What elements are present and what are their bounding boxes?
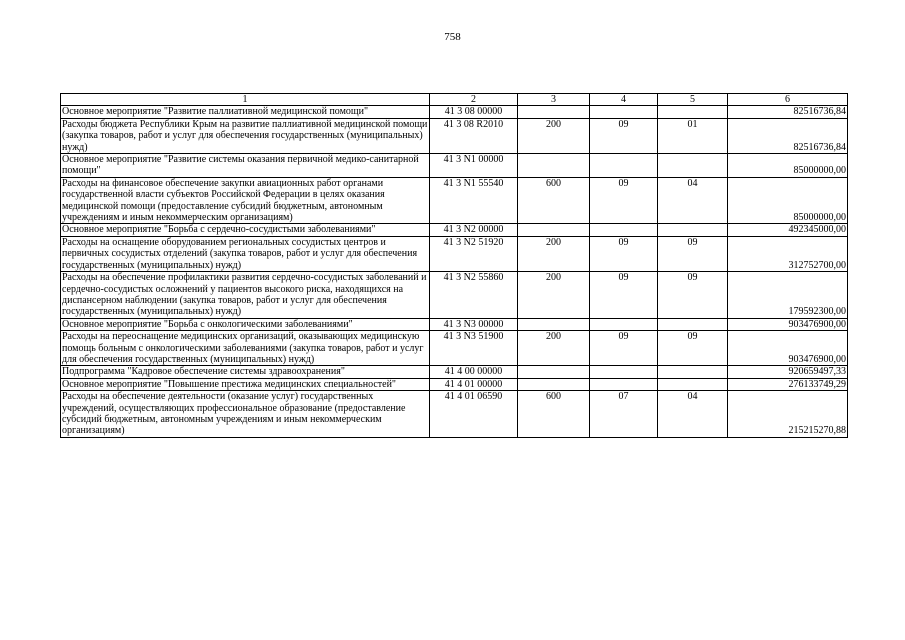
header-cell: 6 — [728, 94, 848, 106]
row-vr-cell — [518, 378, 590, 390]
row-rz-cell — [590, 154, 658, 178]
budget-table — [60, 93, 848, 438]
row-vr-cell — [518, 318, 590, 330]
row-code-cell: 41 3 N3 51900 — [430, 331, 518, 366]
table-row — [61, 378, 848, 390]
row-pr-cell — [658, 224, 728, 236]
table-body — [61, 94, 848, 438]
table-header-row — [61, 94, 848, 106]
row-pr-cell: 04 — [658, 391, 728, 438]
row-rz-cell — [590, 366, 658, 378]
table-row — [61, 272, 848, 319]
row-name-cell: Расходы бюджета Республики Крым на развитие паллиативной медицинской помощи (закупка товаров, работ и услуг для обеспечения государственных (муниципальных) нужд) — [61, 118, 430, 153]
row-code-cell: 41 3 08 R2010 — [430, 118, 518, 153]
page-number: 758 — [444, 31, 461, 43]
row-rz-cell: 09 — [590, 236, 658, 271]
row-amount-cell: 903476900,00 — [728, 331, 848, 366]
row-pr-cell — [658, 154, 728, 178]
row-amount-cell: 276133749,29 — [728, 378, 848, 390]
row-code-cell: 41 3 N3 00000 — [430, 318, 518, 330]
table-row — [61, 318, 848, 330]
row-code-cell: 41 3 08 00000 — [430, 106, 518, 118]
row-vr-cell — [518, 106, 590, 118]
row-amount-cell: 215215270,88 — [728, 391, 848, 438]
row-amount-cell: 903476900,00 — [728, 318, 848, 330]
row-rz-cell — [590, 106, 658, 118]
row-code-cell: 41 3 N2 51920 — [430, 236, 518, 271]
row-code-cell: 41 4 01 00000 — [430, 378, 518, 390]
row-name-cell: Основное мероприятие "Развитие паллиативной медицинской помощи" — [61, 106, 430, 118]
row-name-cell: Расходы на оснащение оборудованием региональных сосудистых центров и первичных сосудистых отделений (закупка товаров, работ и услуг для обеспечения государственных (муниципальных) нужд) — [61, 236, 430, 271]
table-row — [61, 177, 848, 224]
header-cell: 3 — [518, 94, 590, 106]
row-rz-cell: 09 — [590, 177, 658, 224]
row-vr-cell: 200 — [518, 331, 590, 366]
table-row — [61, 118, 848, 153]
row-pr-cell: 09 — [658, 331, 728, 366]
row-code-cell: 41 3 N2 00000 — [430, 224, 518, 236]
row-vr-cell: 200 — [518, 272, 590, 319]
row-vr-cell: 200 — [518, 118, 590, 153]
row-vr-cell — [518, 366, 590, 378]
row-rz-cell — [590, 224, 658, 236]
row-vr-cell: 200 — [518, 236, 590, 271]
header-cell: 2 — [430, 94, 518, 106]
row-pr-cell: 09 — [658, 236, 728, 271]
table-row — [61, 154, 848, 178]
table-row — [61, 106, 848, 118]
header-cell: 5 — [658, 94, 728, 106]
row-pr-cell — [658, 366, 728, 378]
header-cell: 4 — [590, 94, 658, 106]
row-name-cell: Основное мероприятие "Развитие системы оказания первичной медико-санитарной помощи" — [61, 154, 430, 178]
row-amount-cell: 82516736,84 — [728, 118, 848, 153]
row-pr-cell: 04 — [658, 177, 728, 224]
row-code-cell: 41 4 01 06590 — [430, 391, 518, 438]
row-code-cell: 41 4 00 00000 — [430, 366, 518, 378]
row-pr-cell: 09 — [658, 272, 728, 319]
row-rz-cell: 09 — [590, 272, 658, 319]
row-code-cell: 41 3 N2 55860 — [430, 272, 518, 319]
row-rz-cell: 07 — [590, 391, 658, 438]
row-rz-cell — [590, 378, 658, 390]
row-pr-cell — [658, 318, 728, 330]
row-amount-cell: 85000000,00 — [728, 154, 848, 178]
row-name-cell: Расходы на обеспечение деятельности (оказание услуг) государственных учреждений, осуществляющих профессиональное образование (предоставление субсидий бюджетным, автономным учреждениям и иным некоммерческим организациям) — [61, 391, 430, 438]
row-amount-cell: 920659497,33 — [728, 366, 848, 378]
row-amount-cell: 492345000,00 — [728, 224, 848, 236]
row-rz-cell: 09 — [590, 331, 658, 366]
table-row — [61, 236, 848, 271]
row-name-cell: Расходы на обеспечение профилактики развития сердечно-сосудистых заболеваний и сердечно-сосудистых осложнений у пациентов высокого риска, находящихся на диспансерном наблюдении (закупка товаров, работ и услуг для обеспечения государственных (муниципальных) нужд) — [61, 272, 430, 319]
row-amount-cell: 85000000,00 — [728, 177, 848, 224]
row-amount-cell: 179592300,00 — [728, 272, 848, 319]
row-pr-cell — [658, 378, 728, 390]
table-row — [61, 224, 848, 236]
row-name-cell: Основное мероприятие "Борьба с онкологическими заболеваниями" — [61, 318, 430, 330]
row-name-cell: Расходы на переоснащение медицинских организаций, оказывающих медицинскую помощь больным с онкологическими заболеваниями (закупка товаров, работ и услуг для обеспечения государственных (муниципальных) нужд) — [61, 331, 430, 366]
row-code-cell: 41 3 N1 00000 — [430, 154, 518, 178]
row-name-cell: Основное мероприятие "Повышение престижа медицинских специальностей" — [61, 378, 430, 390]
row-rz-cell — [590, 318, 658, 330]
row-name-cell: Основное мероприятие "Борьба с сердечно-сосудистыми заболеваниями" — [61, 224, 430, 236]
row-name-cell: Расходы на финансовое обеспечение закупки авиационных работ органами государственной власти субъектов Российской Федерации в целях оказания медицинской помощи (предоставление субсидий бюджетным, автономным учреждениям и иным некоммерческим организациям) — [61, 177, 430, 224]
row-pr-cell — [658, 106, 728, 118]
row-code-cell: 41 3 N1 55540 — [430, 177, 518, 224]
header-cell: 1 — [61, 94, 430, 106]
row-vr-cell — [518, 154, 590, 178]
row-vr-cell: 600 — [518, 391, 590, 438]
row-name-cell: Подпрограмма "Кадровое обеспечение системы здравоохранения" — [61, 366, 430, 378]
table-row — [61, 391, 848, 438]
table-row — [61, 331, 848, 366]
row-vr-cell: 600 — [518, 177, 590, 224]
row-amount-cell: 312752700,00 — [728, 236, 848, 271]
table-row — [61, 366, 848, 378]
row-pr-cell: 01 — [658, 118, 728, 153]
row-vr-cell — [518, 224, 590, 236]
row-amount-cell: 82516736,84 — [728, 106, 848, 118]
row-rz-cell: 09 — [590, 118, 658, 153]
